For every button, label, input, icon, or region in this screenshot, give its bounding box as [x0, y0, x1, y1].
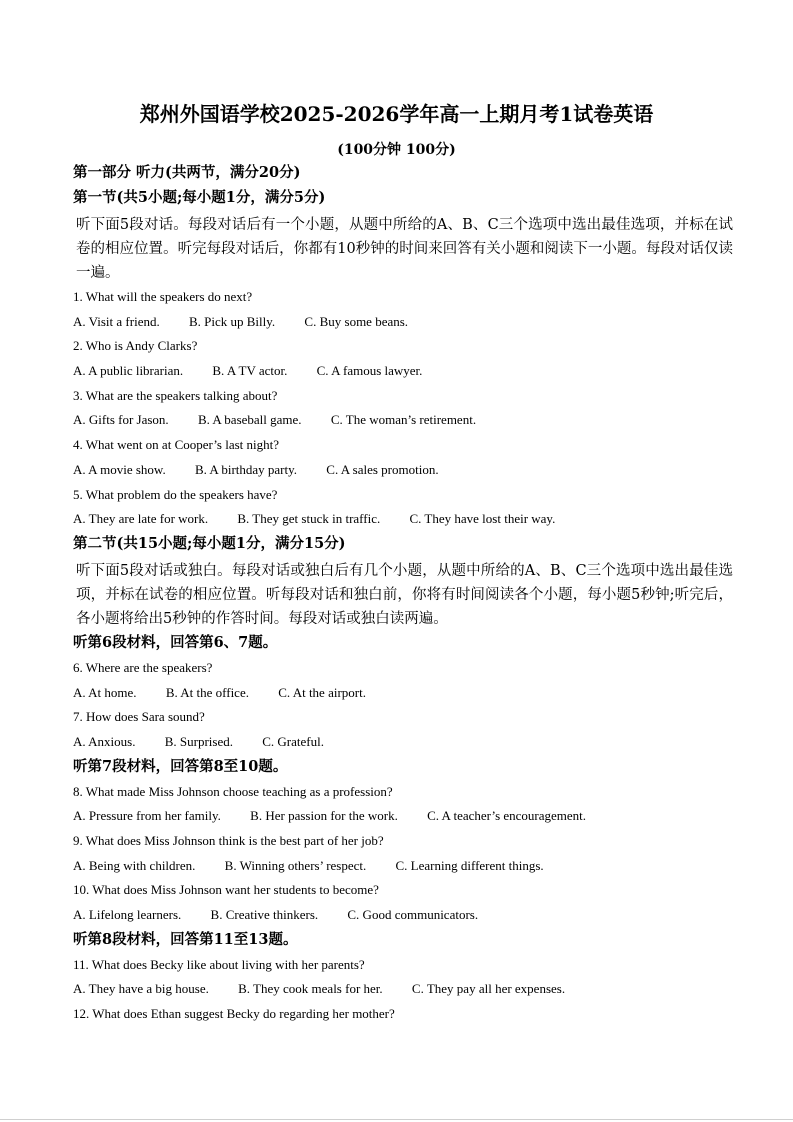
exam-content: [73, 163, 733, 1029]
option-a: A. Visit a friend.: [73, 313, 160, 329]
option-c: C. They pay all her expenses.: [411, 981, 566, 997]
option-b: B. A birthday party.: [194, 461, 298, 477]
option-c: C. Buy some beans.: [304, 313, 409, 329]
page-bottom-rule: [0, 1119, 793, 1120]
question-12: 12. What does Ethan suggest Becky do regarding her mother?: [73, 1006, 395, 1022]
question-1: 1. What will the speakers do next?: [73, 289, 253, 304]
option-b: B. Winning others’ respect.: [224, 857, 367, 873]
option-b: B. A baseball game.: [197, 412, 302, 428]
question-9: 9. What does Miss Johnson think is the best part of her job?: [73, 833, 384, 848]
option-a: A. Anxious.: [73, 733, 136, 749]
question-4: 4. What went on at Cooper’s last night?: [73, 437, 280, 453]
question-3-options: [73, 410, 733, 435]
question-5: 5. What problem do the speakers have?: [73, 486, 278, 502]
section2-instruction: 听下面5段对话或独白。每段对话或独白后有几个小题，从题中所给的A、B、C三个选项中选出最佳选项，并标在试卷的相应位置。听每段对话和独白前，你将有时间阅读各个小题，每小题5秒钟;听完后，各小题将给出5秒钟的作答时间。每段对话或独白读两遍。: [76, 562, 733, 627]
option-b: B. Pick up Billy.: [188, 313, 276, 329]
question-8-options: [73, 806, 733, 831]
question-3: 3. What are the speakers talking about?: [73, 387, 278, 403]
question-4-options: [73, 460, 733, 485]
option-c: C. The woman’s retirement.: [330, 412, 477, 428]
option-b: B. Creative thinkers.: [210, 907, 319, 923]
option-c: C. They have lost their way.: [409, 511, 556, 527]
question-9-options: [73, 856, 733, 881]
option-a: A. A public librarian.: [73, 363, 184, 379]
section1-instruction: 听下面5段对话。每段对话后有一个小题，从题中所给的A、B、C三个选项中选出最佳选项，并标在试卷的相应位置。听完每段对话后，你都有10秒钟的时间来回答有关小题和阅读下一小题。每段对话仅读一遍。: [76, 217, 733, 281]
option-b: B. Her passion for the work.: [250, 808, 398, 824]
option-c: C. Good communicators.: [347, 907, 479, 923]
option-a: A. A movie show.: [73, 461, 166, 477]
option-c: C. A famous lawyer.: [316, 363, 423, 379]
option-b: B. At the office.: [165, 684, 249, 700]
option-a: A. They have a big house.: [73, 981, 209, 997]
section2-heading: 第二节(共15小题;每小题1分，满分15分): [73, 534, 346, 552]
question-2-options: [73, 361, 733, 386]
option-a: A. Gifts for Jason.: [73, 412, 169, 428]
option-a: A. Pressure from her family.: [73, 808, 221, 824]
question-5-options: [73, 509, 733, 534]
material-6-heading: 听第6段材料，回答第6、7题。: [73, 633, 278, 651]
question-8: 8. What made Miss Johnson choose teaching as a profession?: [73, 783, 393, 799]
page-title: 郑州外国语学校2025-2026学年高一上期月考1试卷英语: [139, 102, 654, 126]
option-c: C. A sales promotion.: [326, 461, 439, 477]
option-b: B. They cook meals for her.: [238, 981, 383, 997]
question-10: 10. What does Miss Johnson want her students to become?: [73, 882, 379, 898]
option-a: A. Lifelong learners.: [73, 907, 182, 923]
option-c: C. Grateful.: [262, 733, 324, 749]
option-a: A. Being with children.: [73, 857, 196, 873]
question-11-options: [73, 979, 733, 1004]
question-7-options: [73, 732, 733, 757]
part1-heading: 第一部分 听力(共两节，满分20分): [73, 164, 301, 181]
option-a: A. At home.: [73, 684, 137, 700]
question-7: 7. How does Sara sound?: [73, 709, 205, 725]
question-1-options: [73, 312, 733, 337]
question-10-options: [73, 905, 733, 930]
exam-duration-score: (100分钟 100分): [337, 142, 456, 158]
option-b: B. A TV actor.: [212, 363, 288, 379]
material-8-heading: 听第8段材料，回答第11至13题。: [73, 930, 298, 948]
option-b: B. Surprised.: [164, 733, 233, 749]
question-6-options: [73, 683, 733, 708]
question-11: 11. What does Becky like about living with her parents?: [73, 956, 365, 972]
question-6: 6. Where are the speakers?: [73, 659, 213, 675]
material-7-heading: 听第7段材料，回答第8至10题。: [73, 757, 288, 775]
section1-heading: 第一节(共5小题;每小题1分，满分5分): [73, 189, 326, 206]
option-c: C. Learning different things.: [395, 857, 544, 873]
question-2: 2. Who is Andy Clarks?: [73, 338, 198, 354]
option-b: B. They get stuck in traffic.: [237, 511, 381, 527]
option-a: A. They are late for work.: [73, 511, 209, 527]
option-c: C. At the airport.: [278, 684, 366, 700]
option-c: C. A teacher’s encouragement.: [427, 808, 587, 824]
